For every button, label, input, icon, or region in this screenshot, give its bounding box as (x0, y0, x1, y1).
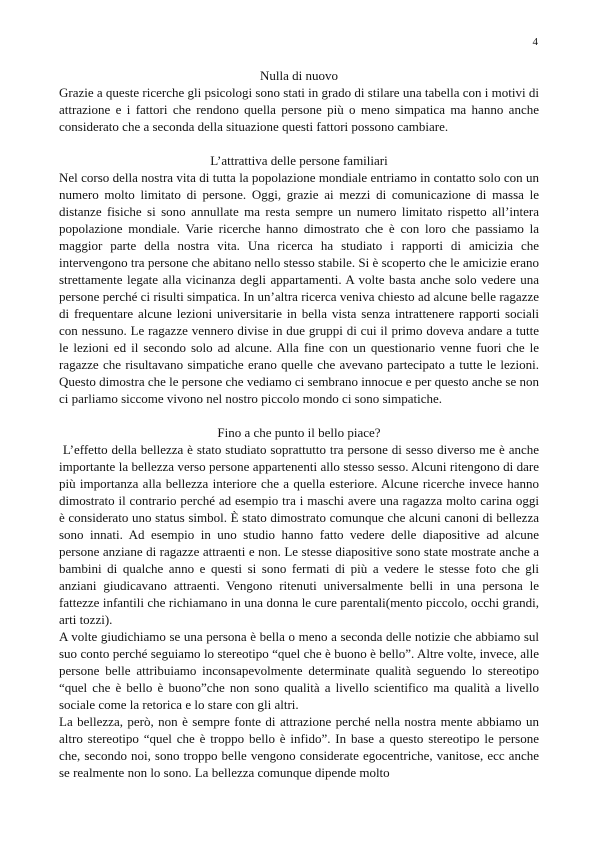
section-title: Nulla di nuovo (260, 68, 338, 83)
section-fino-a-che-punto-il-bello-piace (59, 424, 543, 781)
paragraph: A volte giudichiamo se una persona è bella o meno a seconda delle notizie che abbiamo sul suo conto perché seguiamo lo stereotipo “quel che è buono è bello”. Altre volte, invece, alle persone belle attribuiamo inconsapevolmente determinate qualità seguendo lo stereotipo “quel che è bello è buono”che non sono qualità a livello scientifico ma qualità a livello sociale come la retorica e lo stare con gli altri. (59, 629, 539, 712)
spacer (59, 407, 539, 424)
spacer (59, 135, 539, 152)
section-nulla-di-nuovo (59, 67, 539, 135)
section-title: Fino a che punto il bello piace? (217, 425, 381, 440)
paragraph: Nel corso della nostra vita di tutta la popolazione mondiale entriamo in contatto solo con un numero molto limitato di persone. Oggi, grazie ai mezzi di comunicazione di massa le distanze fisiche si sono annullate ma resta sempre un numero limitato rispetto all’intera popolazione mondiale. Varie ricerche hanno dimostrato che è con loro che passiamo la maggior parte della nostra vita. Una ricerca ha studiato i rapporti di amicizia che intervengono tra persone che abitano nello stesso stabile. Si è scoperto che le amicizie erano strettamente legate alla vicinanza degli appartamenti. A volte basta anche solo vedere una persone perché ci risulti simpatica. In un’altra ricerca veniva chiesto ad alcune belle ragazze di frequentare alcune lezioni universitarie in bella vista senza intrattenere rapporti sociali con nessuno. Le ragazze vennero divise in due gruppi di cui il primo doveva andare a tutte le lezioni ed il secondo solo ad alcune. Alla fine con un questionario venne fuori che le ragazze che risultavano simpatiche erano quelle che avevano partecipato a tutte le lezioni. Questo dimostra che le persone che vediamo ci sembrano innocue e per questo anche se non ci parliamo siccome vivono nel nostro piccolo mondo ci sono simpatiche. (59, 170, 539, 406)
page-number: 4 (532, 36, 538, 48)
paragraph: Grazie a queste ricerche gli psicologi sono stati in grado di stilare una tabella con i motivi di attrazione e i fattori che rendono quella persone più o meno simpatica ma hanno anche considerato che a seconda della situazione questi fattori possono cambiare. (59, 85, 539, 134)
paragraph: La bellezza, però, non è sempre fonte di attrazione perché nella nostra mente abbiamo un altro stereotipo “quel che è troppo bello è infido”. In base a questo stereotipo le persone che, secondo noi, sono troppo belle vengono considerate egocentriche, vanitose, ecc anche se realmente non lo sono. La bellezza comunque dipende molto (59, 714, 539, 780)
section-title: L’attrattiva delle persone familiari (210, 153, 388, 168)
paragraph: L’effetto della bellezza è stato studiato soprattutto tra persone di sesso diverso me è anche importante la bellezza verso persone appartenenti allo stesso sesso. Alcuni ritengono di dare più importanza alla bellezza interiore che a quella esteriore. Alcune ricerche invece hanno dimostrato il contrario perché ad esempio tra i maschi avere una ragazza molto carina oggi è considerato uno status simbol. È stato dimostrato comunque che alcuni canoni di bellezza sono innati. Ad esempio in uno studio hanno fatto vedere delle diapositive ad alcune persone anziane di ragazze attraenti e non. Le stesse diapositive sono state mostrate anche a bambini di qualche anno e questi si sono fermati di più a vedere le stesse foto che gli anziani giudicavano attraenti. Vengono ritenuti universalmente belli in una persona le fattezze infantili che richiamano in una donna le cure parentali(mento piccolo, occhi grandi, arti tozzi). (59, 442, 543, 627)
section-attrattiva-persone-familiari (59, 152, 539, 407)
document-body (59, 67, 543, 781)
